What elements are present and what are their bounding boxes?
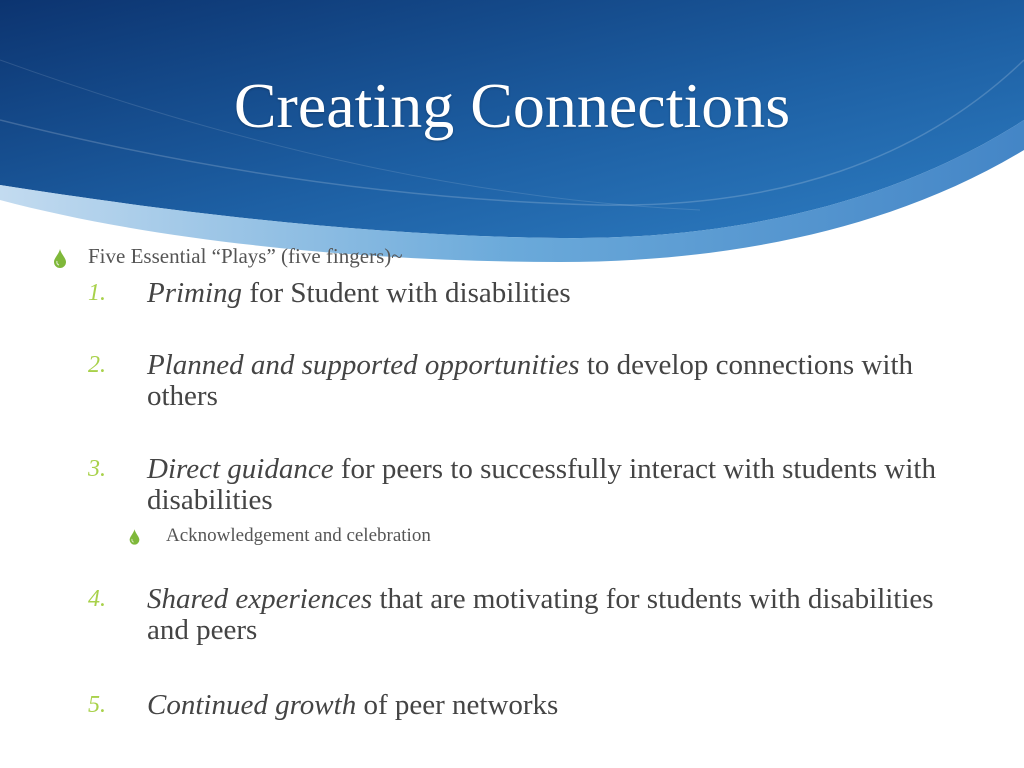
sub-bullet-text: Acknowledgement and celebration: [166, 525, 431, 546]
item-rest: to develop connections with others: [147, 349, 914, 412]
item-number: 3.: [88, 456, 106, 482]
list-item: [147, 350, 947, 412]
item-number: 4.: [88, 586, 106, 612]
item-number: 5.: [88, 692, 106, 718]
list-item: [147, 454, 947, 516]
droplet-icon: [52, 248, 68, 268]
list-item: [147, 584, 947, 646]
slide-title: Creating Connections: [233, 70, 791, 141]
droplet-icon: [128, 528, 141, 545]
intro-bullet-text: Five Essential “Plays” (five fingers)~: [88, 244, 403, 268]
item-rest: for Student with disabilities: [242, 277, 571, 309]
item-rest: of peer networks: [356, 689, 559, 721]
item-rest: for peers to successfully interact with students with disabilities: [147, 453, 936, 516]
list-item: [147, 278, 947, 309]
item-emphasis: Shared experiences: [147, 583, 373, 615]
item-emphasis: Planned and supported opportunities: [147, 349, 580, 381]
list-item: [147, 690, 947, 721]
item-emphasis: Priming: [147, 277, 243, 309]
item-emphasis: Continued growth: [147, 689, 357, 721]
item-emphasis: Direct guidance: [147, 453, 334, 485]
item-number: 1.: [88, 280, 106, 306]
item-rest: that are motivating for students with disabilities and peers: [147, 583, 934, 646]
item-number: 2.: [88, 352, 106, 378]
